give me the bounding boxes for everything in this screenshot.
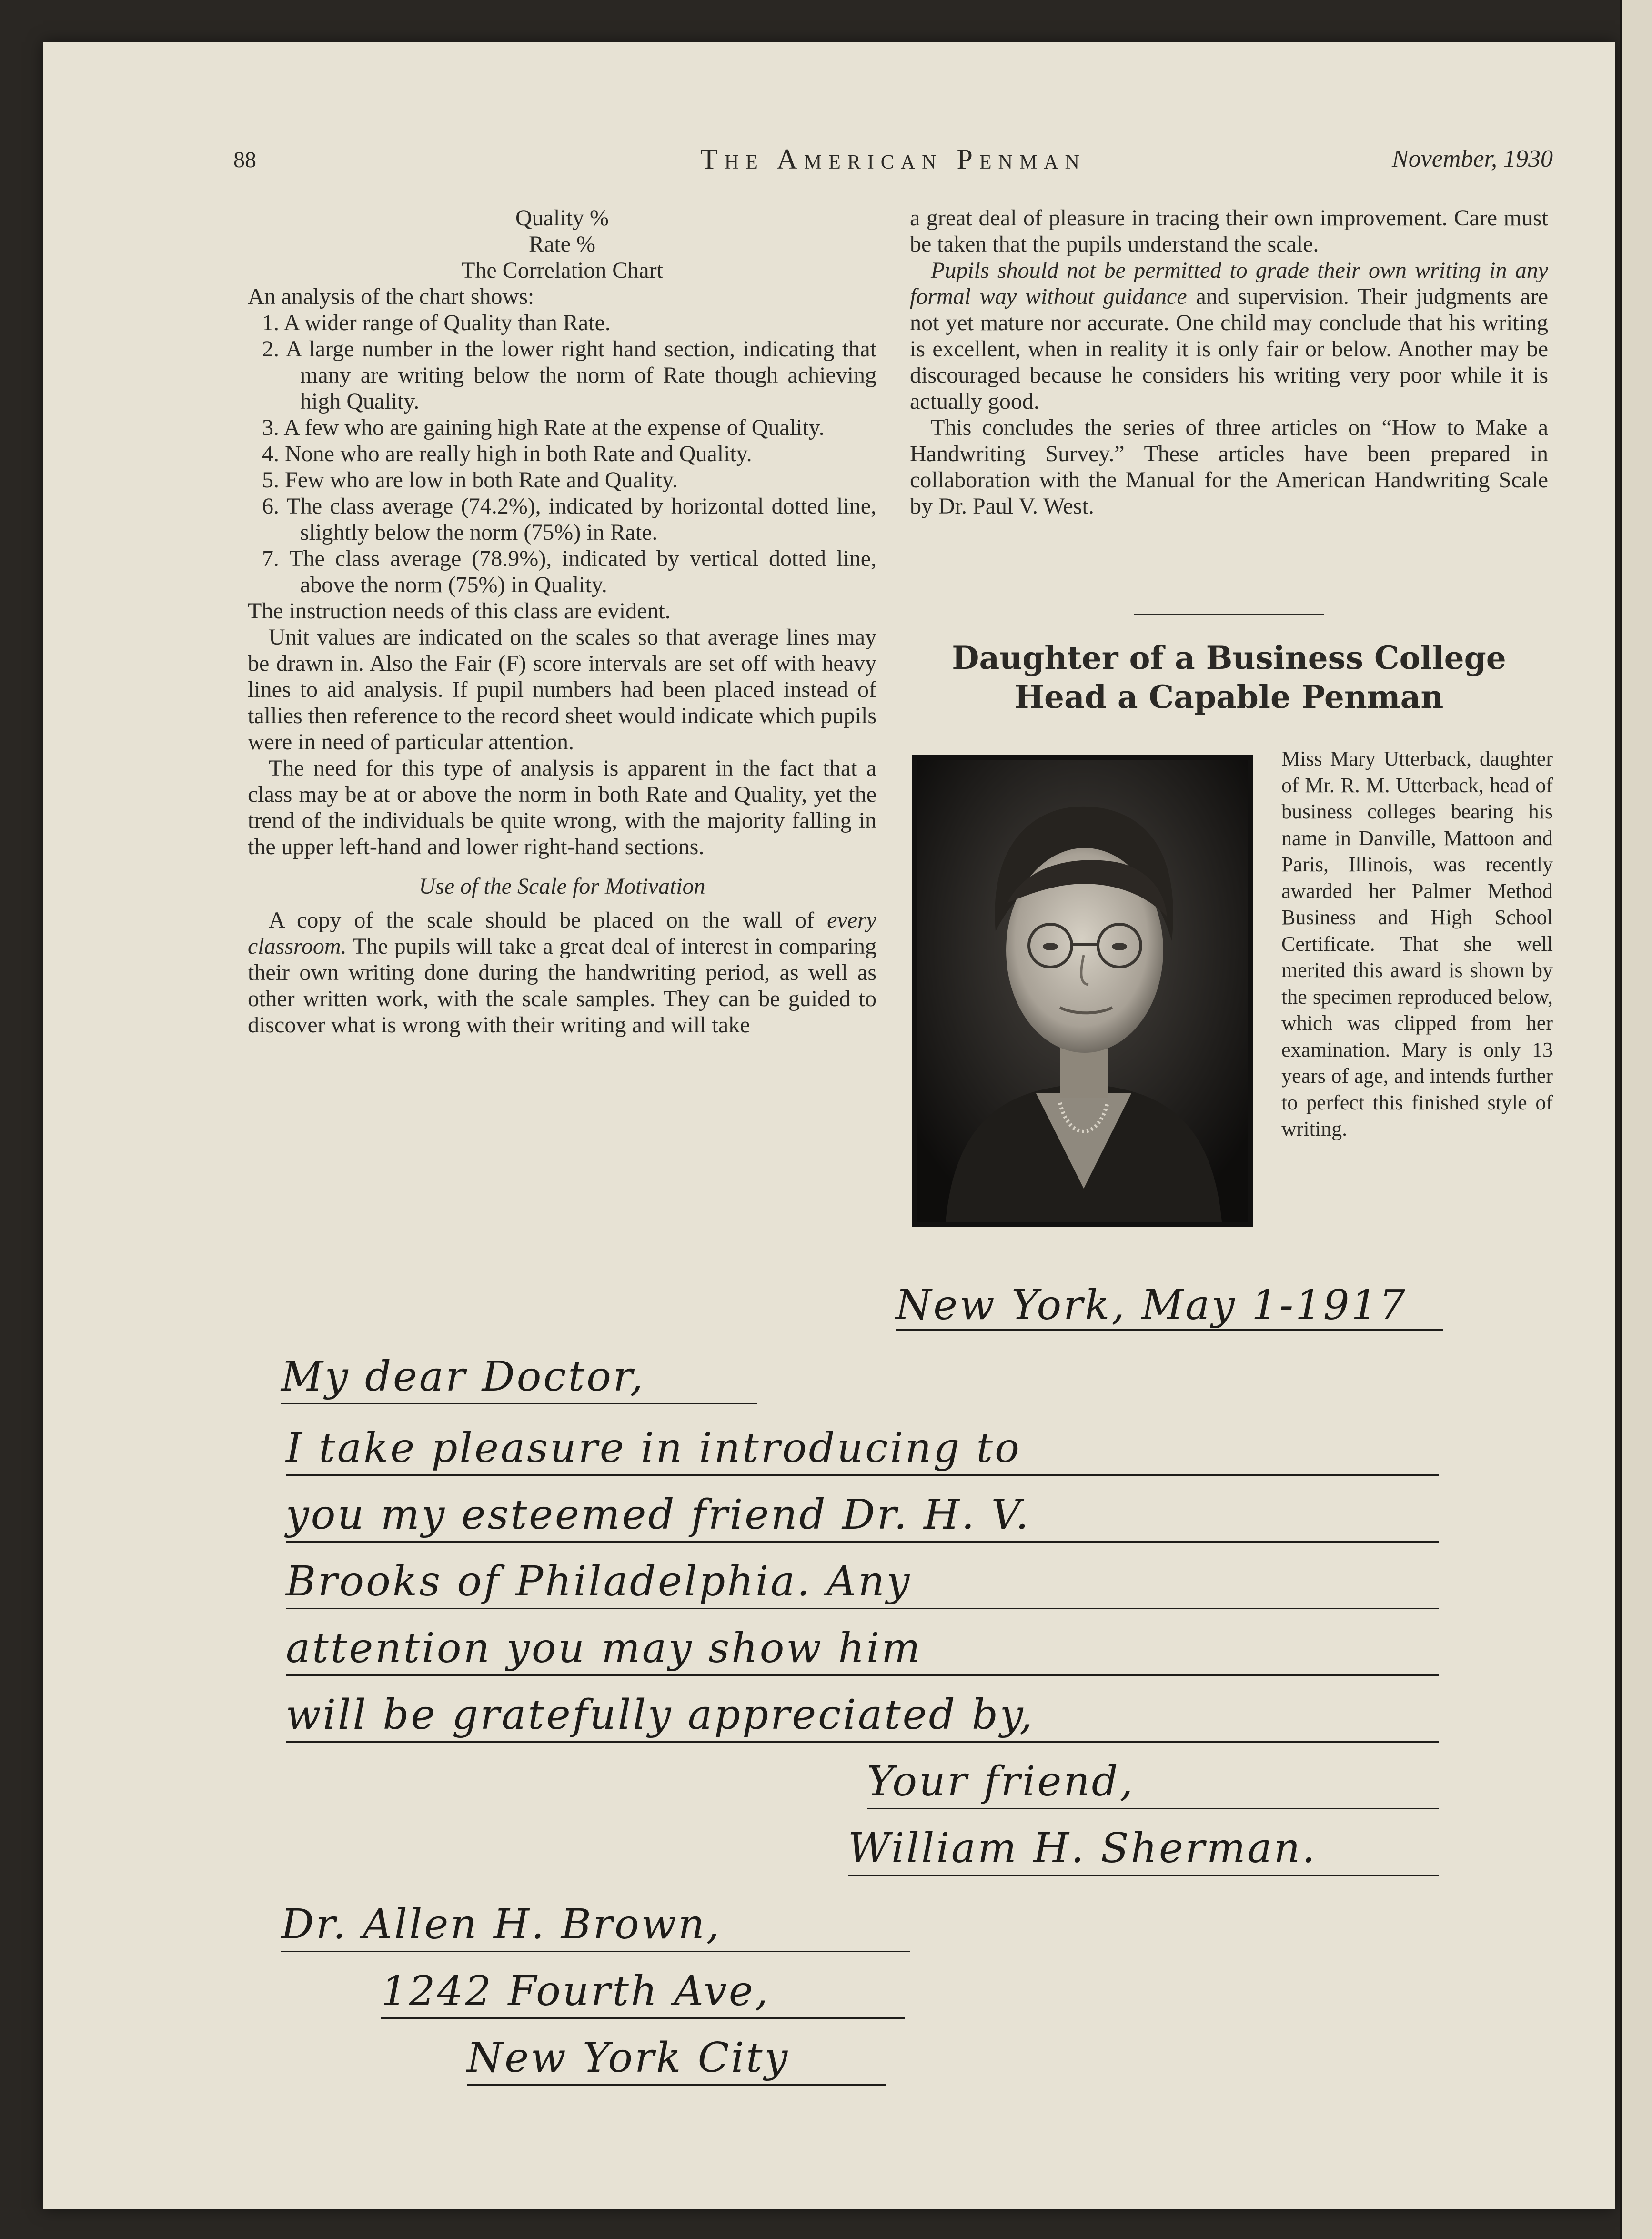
scale-copy-before: A copy of the scale should be placed on the wall of bbox=[269, 908, 815, 933]
specimen-underline bbox=[867, 1808, 1439, 1809]
section-divider bbox=[1134, 614, 1324, 615]
finding-5: 5. Few who are low in both Rate and Quality. bbox=[262, 467, 678, 493]
finding-6: 6. The class average (74.2%), indicated by horizontal dotted line, slightly below the norm (75%) in Rate. bbox=[262, 494, 876, 545]
specimen-address-line-1: Dr. Allen H. Brown, bbox=[281, 1901, 722, 1948]
scale-copy-after: The pupils will take a great deal of interest in comparing their own writing done during the handwriting period, as well as other written work, with the scale samples. They can be guided to discover what is wrong with their writing and will take bbox=[248, 934, 876, 1038]
specimen-body-line-5: will be gratefully appreciated by, bbox=[286, 1691, 1035, 1739]
finding-1: 1. A wider range of Quality than Rate. bbox=[262, 310, 611, 335]
specimen-signature: William H. Sherman. bbox=[848, 1825, 1317, 1872]
specimen-body-line-3: Brooks of Philadelphia. Any bbox=[286, 1558, 912, 1605]
specimen-underline bbox=[896, 1329, 1443, 1331]
specimen-body-line-4: attention you may show him bbox=[286, 1624, 922, 1672]
specimen-body-line-1: I take pleasure in introducing to bbox=[286, 1424, 1021, 1472]
finding-7: 7. The class average (78.9%), indicated by vertical dotted line, above the norm (75%) in Quality. bbox=[262, 546, 876, 597]
portrait-image bbox=[917, 760, 1248, 1222]
specimen-underline bbox=[286, 1474, 1439, 1476]
analysis-need-paragraph: The need for this type of analysis is apparent in the fact that a class may be at or above the norm in both Rate and Quality, yet the trend of the individuals be quite wrong, with the majority falling in the upper left-hand and lower right-hand sections. bbox=[248, 756, 876, 859]
specimen-address-line-3: New York City bbox=[467, 2034, 790, 2082]
specimen-underline bbox=[848, 1875, 1439, 1876]
instruction-needs: The instruction needs of this class are evident. bbox=[248, 598, 671, 624]
issue-date: November, 1930 bbox=[1392, 145, 1553, 172]
handwriting-specimen bbox=[257, 1267, 1543, 2172]
headline-line-2: Head a Capable Penman bbox=[1014, 678, 1444, 716]
chart-caption: The Correlation Chart bbox=[461, 258, 663, 283]
finding-3: 3. A few who are gaining high Rate at the expense of Quality. bbox=[262, 415, 825, 440]
journal-title: The American Penman bbox=[700, 143, 1086, 175]
specimen-underline bbox=[286, 1608, 1439, 1609]
section-subheading: Use of the Scale for Motivation bbox=[419, 874, 705, 899]
scale-copy-paragraph bbox=[248, 907, 876, 1038]
article-headline bbox=[910, 638, 1548, 716]
chart-axis-rate: Rate % bbox=[529, 232, 595, 257]
specimen-closing: Your friend, bbox=[867, 1758, 1135, 1805]
specimen-underline bbox=[286, 1741, 1439, 1743]
finding-4: 4. None who are really high in both Rate and Quality. bbox=[262, 441, 752, 466]
running-head bbox=[233, 138, 1553, 181]
left-column bbox=[248, 205, 876, 1038]
grading-rest: and supervision. Their judgments are not yet mature nor accurate. One child may conclude that his writing is excellent, when in reality it is only fair or below. Another may be discouraged because he considers his writing very poor while it is actually good. bbox=[910, 284, 1548, 414]
specimen-address-line-2: 1242 Fourth Ave, bbox=[381, 1967, 770, 2015]
specimen-underline bbox=[281, 1951, 910, 1952]
specimen-underline bbox=[286, 1674, 1439, 1676]
analysis-intro: An analysis of the chart shows: bbox=[248, 284, 534, 309]
grading-paragraph bbox=[910, 257, 1548, 414]
specimen-body-line-2: you my esteemed friend Dr. H. V. bbox=[286, 1491, 1031, 1539]
adjacent-page-edge bbox=[1620, 0, 1652, 2239]
specimen-dateline: New York, May 1-1917 bbox=[896, 1281, 1407, 1329]
specimen-underline bbox=[281, 1403, 757, 1404]
conclusion-paragraph: This concludes the series of three articles on “How to Make a Handwriting Survey.” These articles have been prepared in collaboration with the Manual for the American Handwriting Scale by Dr. Paul V. West. bbox=[910, 415, 1548, 519]
specimen-salutation: My dear Doctor, bbox=[281, 1353, 645, 1401]
page-number: 88 bbox=[233, 147, 256, 172]
continuation-paragraph: a great deal of pleasure in tracing their own improvement. Care must be taken that the pupils understand the scale. bbox=[910, 205, 1548, 257]
portrait-caption: Miss Mary Utterback, daughter of Mr. R. M. Utterback, head of business colleges bearing his name in Danville, Mattoon and Paris, Illinois, was recently awarded her Palmer Method Business and High School Certificate. That she well merited this award is shown by the specimen reproduced below, which was clipped from her examination. Mary is only 13 years of age, and intends further to perfect this finished style of writing. bbox=[1281, 747, 1553, 1140]
headline-line-1: Daughter of a Business College bbox=[952, 639, 1506, 676]
unit-values-paragraph: Unit values are indicated on the scales so that average lines may be drawn in. Also the Fair (F) score intervals are set off with heavy lines to aid analysis. If pupil numbers had been placed instead of tallies then reference to the record sheet would indicate which pupils were in need of particular attention. bbox=[248, 625, 876, 755]
portrait-photo bbox=[912, 755, 1253, 1227]
grading-emphasis: Pupils should not be permitted to grade their own writing in any formal way without guidance bbox=[910, 258, 1548, 309]
specimen-underline bbox=[286, 1541, 1439, 1543]
right-column bbox=[910, 205, 1548, 519]
specimen-underline bbox=[467, 2084, 886, 2086]
specimen-underline bbox=[381, 2017, 905, 2019]
chart-axis-quality: Quality % bbox=[515, 205, 609, 231]
scale-copy-emphasis: every classroom. bbox=[248, 908, 876, 959]
finding-2: 2. A large number in the lower right hand section, indicating that many are writing below the norm of Rate though achieving high Quality. bbox=[262, 336, 876, 414]
